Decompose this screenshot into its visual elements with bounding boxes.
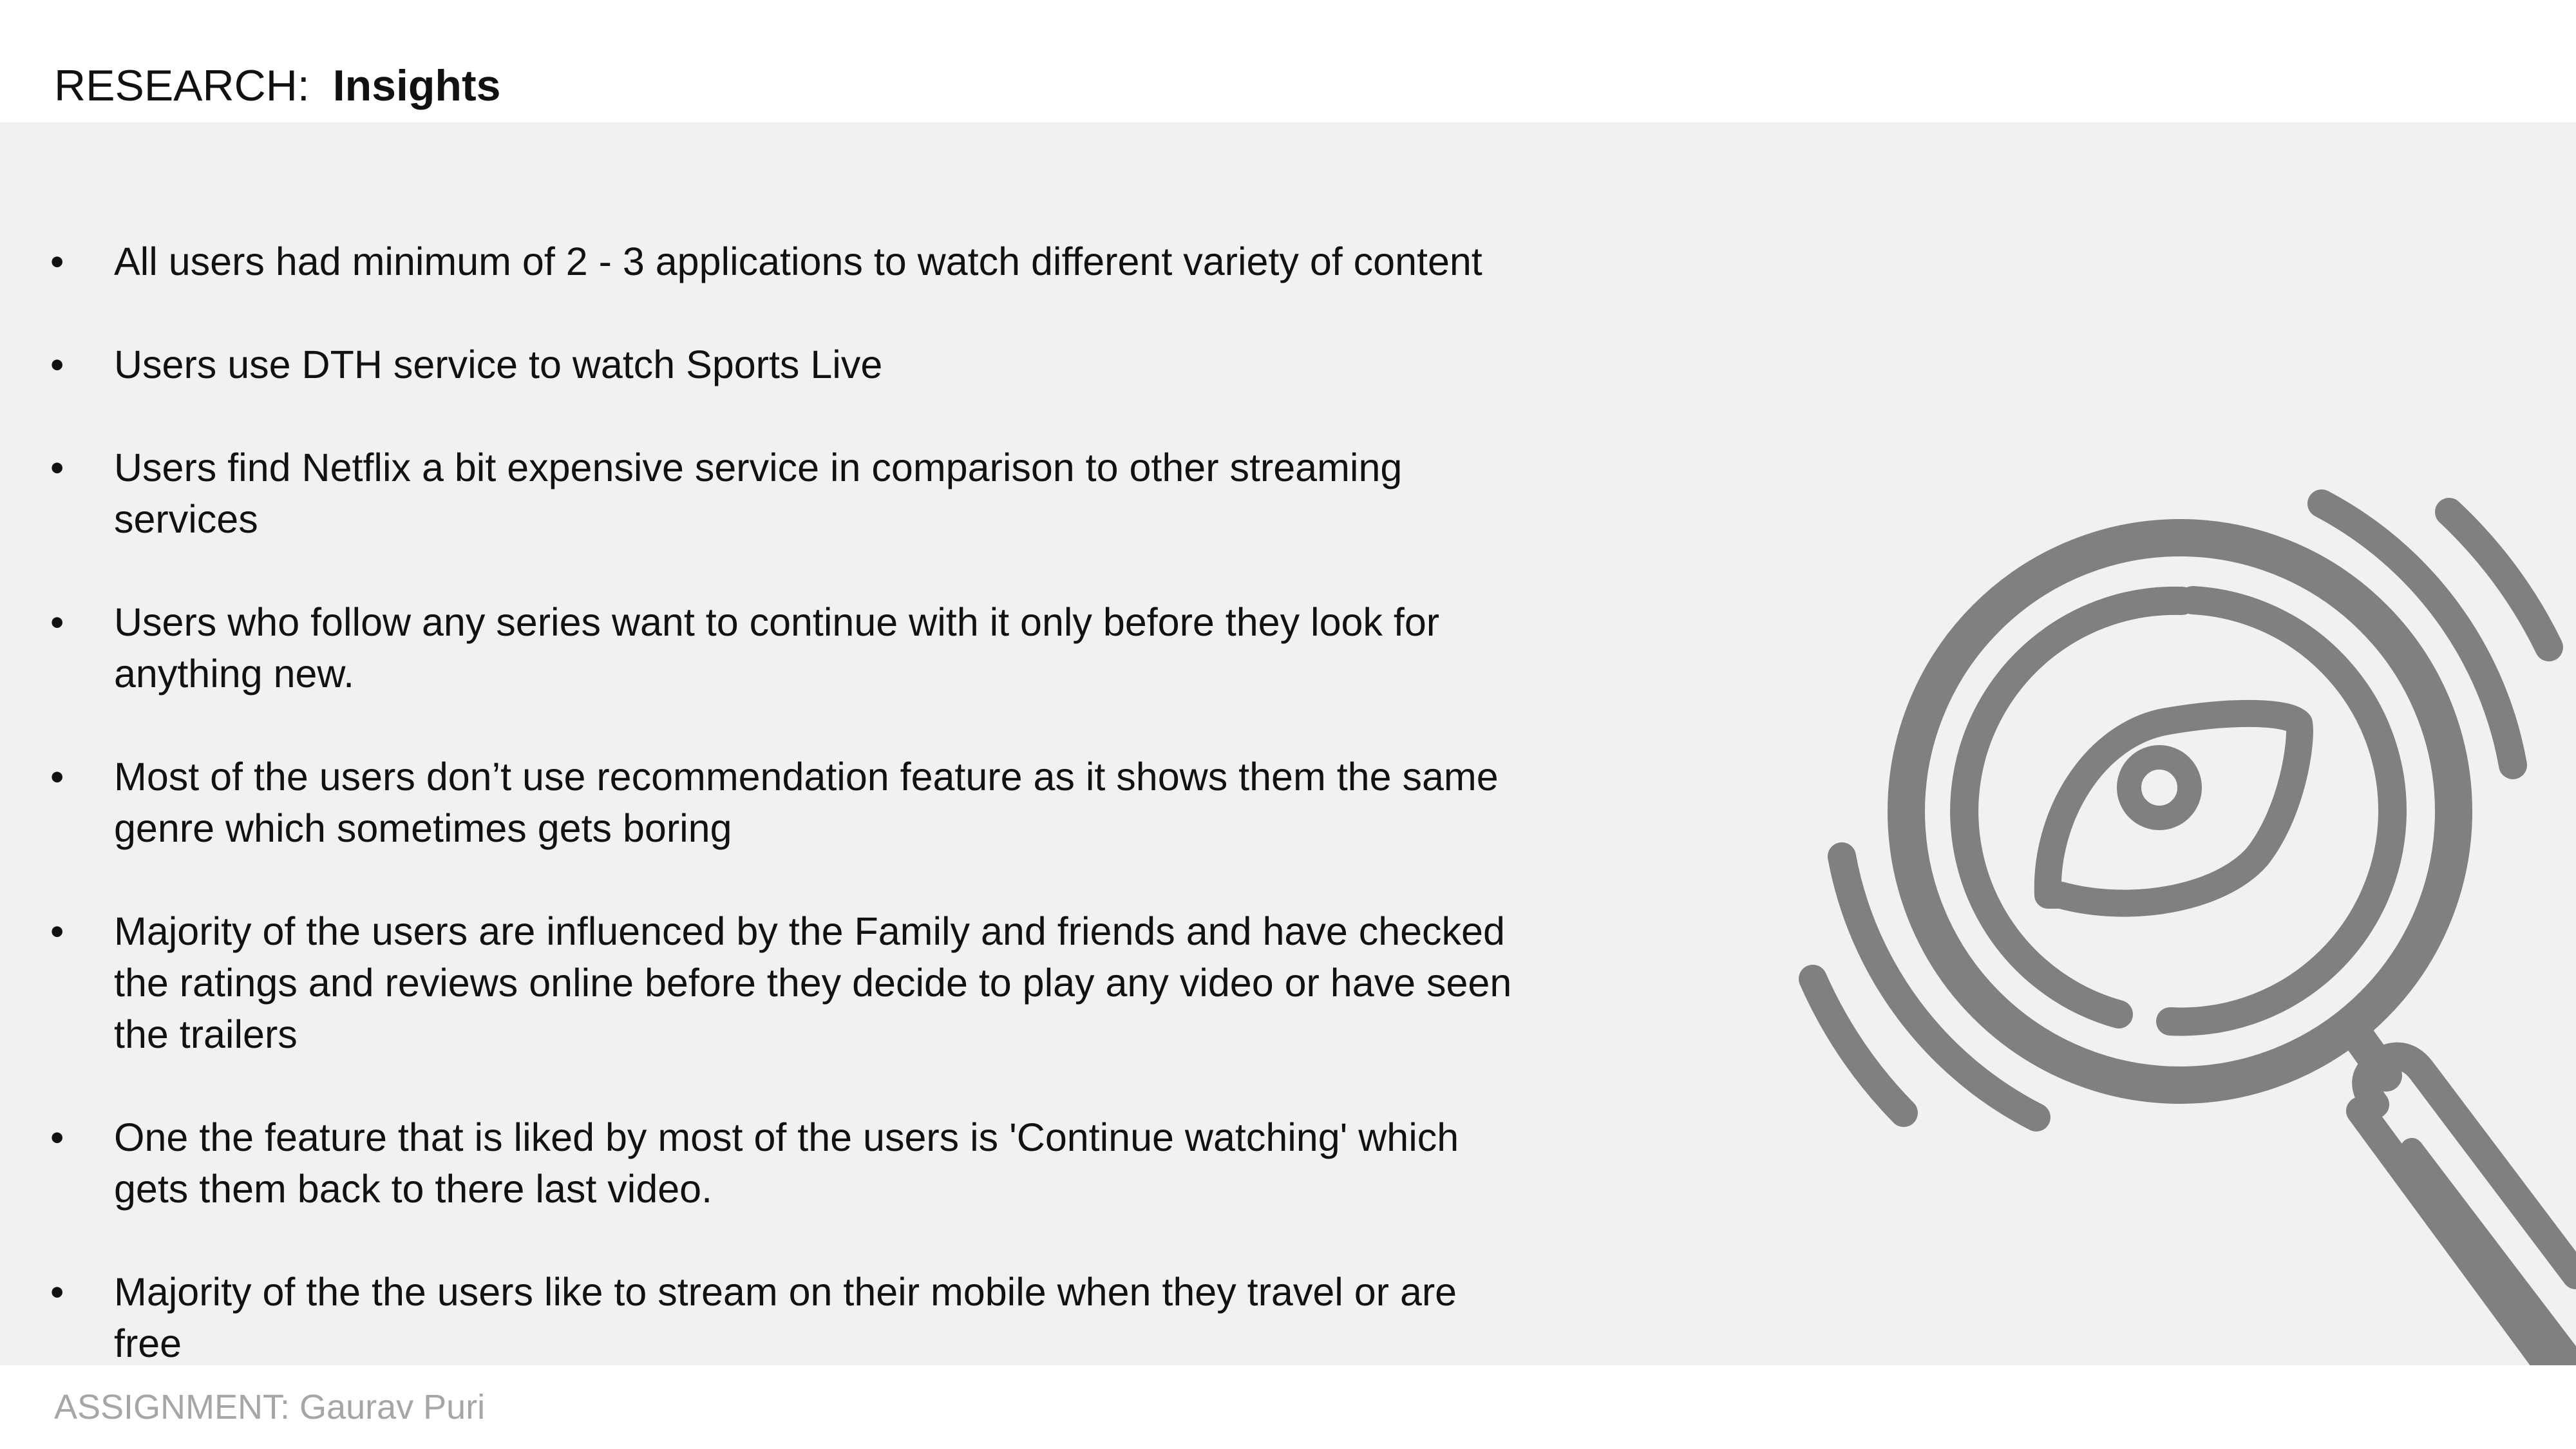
insight-text: One the feature that is liked by most of the users is 'Continue watching' which gets them back to there last video. [114, 1115, 1459, 1211]
insight-item [0, 905, 1531, 1060]
slide-content [0, 122, 2576, 1365]
bullet: • [50, 909, 64, 953]
slide-footer [0, 1365, 2576, 1449]
insight-item [0, 751, 1531, 854]
bullet: • [50, 1270, 64, 1314]
insight-text: Majority of the users are influenced by the Family and friends and have checked the ratings and reviews online before they decide to play any video or have seen the trailers [114, 909, 1512, 1056]
insight-text: Users use DTH service to watch Sports Live [114, 343, 883, 386]
insight-text: Majority of the the users like to stream on their mobile when they travel or are free [114, 1270, 1457, 1365]
insight-item [0, 596, 1531, 699]
title-prefix: RESEARCH: [54, 61, 310, 110]
slide-header [0, 0, 2576, 122]
slide-title [54, 57, 500, 115]
insight-item [0, 1266, 1531, 1369]
insight-item [0, 236, 1531, 287]
insights-list [0, 236, 1546, 1421]
bullet: • [50, 240, 64, 283]
insight-item [0, 1112, 1531, 1215]
magnifier-eye-icon [1790, 470, 2576, 1423]
title-main: Insights [332, 61, 501, 110]
insight-text: Users find Netflix a bit expensive service in comparison to other streaming services [114, 446, 1403, 541]
insight-text: Most of the users don’t use recommendation feature as it shows them the same genre which sometimes gets boring [114, 755, 1499, 850]
bullet: • [50, 1115, 64, 1159]
bullet: • [50, 600, 64, 644]
insight-item [0, 442, 1531, 545]
footer-text: ASSIGNMENT: Gaurav Puri [54, 1388, 486, 1426]
insight-item [0, 339, 1531, 390]
bullet: • [50, 446, 64, 489]
bullet: • [50, 343, 64, 386]
insight-text: All users had minimum of 2 - 3 applications to watch different variety of content [114, 240, 1482, 283]
insight-text: Users who follow any series want to continue with it only before they look for anything new. [114, 600, 1440, 696]
bullet: • [50, 755, 64, 799]
